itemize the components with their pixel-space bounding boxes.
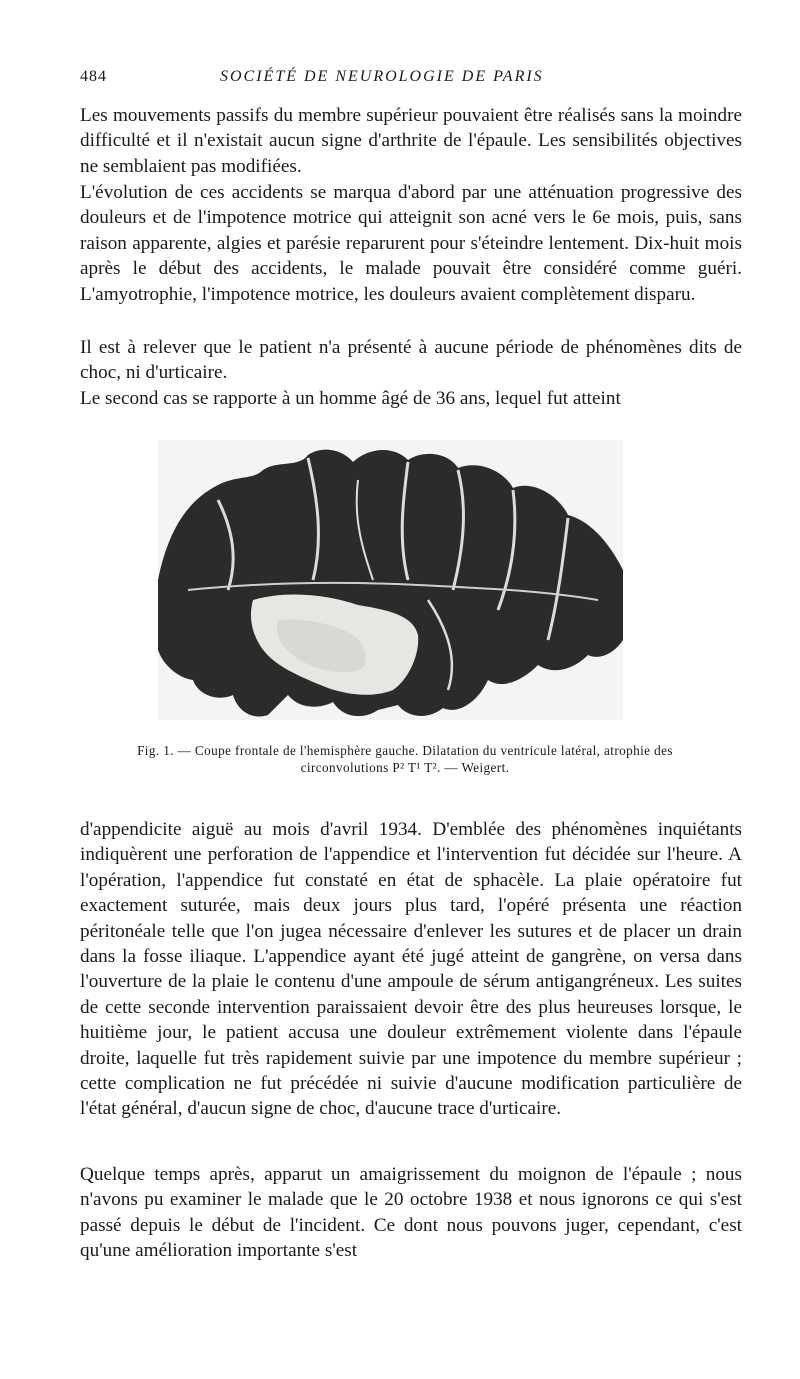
figure-caption: Fig. 1. — Coupe frontale de l'hemisphère gauche. Dilatation du ventricule latéral, atrophie des circonvolutions P² T¹ T². — Weigert. [137, 743, 673, 775]
brain-section-image [158, 440, 623, 720]
paragraph-5: d'appendicite aiguë au mois d'avril 1934. D'emblée des phénomènes inquiétants indiquèrent une perforation de l'appendice et l'intervention fut décidée sur l'heure. A l'opération, l'appendice fut constaté en état de sphacèle. La plaie opératoire fut exactement suturée, mais deux jours plus tard, l'opéré présenta une réaction péritonéale telle que l'on jugea nécessaire d'enlever les sutures et de placer un drain dans la fosse iliaque. L'appendice ayant été jugé atteint de gangrène, on versa dans l'ouverture de la plaie le contenu d'une ampoule de sérum antigangréneux. Les suites de cette seconde intervention paraissaient devoir être des plus heureuses lorsque, le huitième jour, le patient accusa une douleur extrêmement violente dans l'épaule droite, laquelle fut très rapidement suivie par une impotence du membre supérieur ; cette complication ne fut précédée ni suivie d'aucune modification particulière de l'état général, d'aucun signe de choc, d'aucune trace d'urticaire. [80, 819, 742, 1120]
paragraph-2: L'évolution de ces accidents se marqua d'abord par une atténuation progressive des douleurs et de l'impotence motrice qui atteignit son acné vers le 6e mois, puis, sans raison apparente, algies et parésie reparurent pour s'éteindre lentement. Dix-huit mois après le début des accidents, le malade pouvait être considéré comme guéri. L'amyotrophie, l'impotence motrice, les douleurs avaient complètement disparu. [80, 182, 742, 305]
paragraph-4: Le second cas se rapporte à un homme âgé de 36 ans, lequel fut atteint [80, 388, 621, 409]
paragraph-6: Quelque temps après, apparut un amaigrissement du moignon de l'épaule ; nous n'avons pu examiner le malade que le 20 octobre 1938 et nous ignorons ce qui s'est passé depuis le début de l'incident. Ce dont nous pouvons juger, cependant, c'est qu'une amélioration importante s'est [80, 1164, 742, 1262]
running-header [80, 68, 740, 94]
page-number: 484 [80, 68, 107, 85]
brain-section-figure [158, 440, 623, 720]
running-title: SOCIÉTÉ DE NEUROLOGIE DE PARIS [220, 68, 544, 85]
paragraph-3: Il est à relever que le patient n'a présenté à aucune période de phénomènes dits de choc, ni d'urticaire. [80, 337, 742, 384]
paragraph-1: Les mouvements passifs du membre supérieur pouvaient être réalisés sans la moindre difficulté et il n'existait aucun signe d'arthrite de l'épaule. Les sensibilités objectives ne semblaient pas modifiées. [80, 105, 742, 177]
